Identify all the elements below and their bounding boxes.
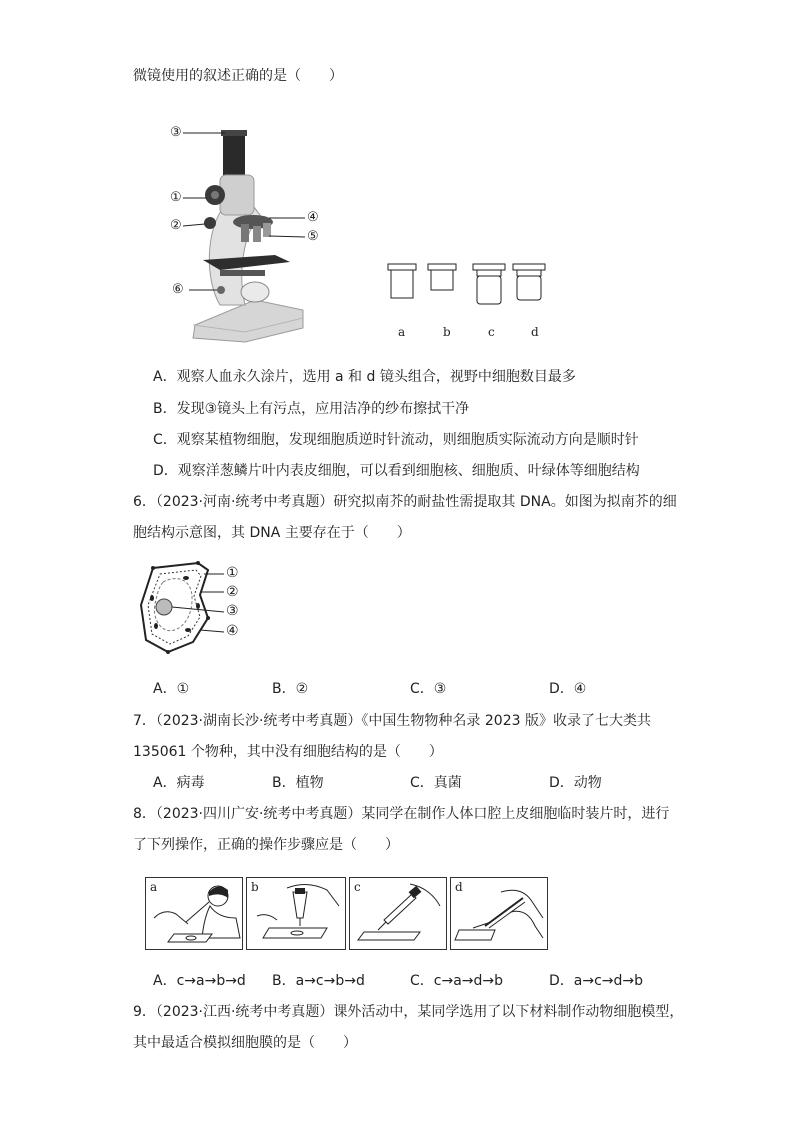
q7-option-d[interactable]: D．动物 (549, 775, 602, 791)
step-panel-b (246, 877, 346, 950)
q9-stem: 其中最适合模拟细胞膜的是（ ） (133, 1035, 357, 1051)
q5-option-a[interactable]: A．观察人血永久涂片，选用 a 和 d 镜头组合，视野中细胞数目最多 (153, 369, 576, 385)
microscope-label: ④ (307, 210, 319, 225)
q8-stem: 8．（2023·四川广安·统考中考真题）某同学在制作人体口腔上皮细胞临时装片时，进行 (133, 806, 670, 822)
cell-label: ② (226, 584, 239, 600)
q7-option-c[interactable]: C．真菌 (410, 775, 462, 791)
q5-option-d[interactable]: D．观察洋葱鳞片叶内表皮细胞，可以看到细胞核、细胞质、叶绿体等细胞结构 (153, 463, 640, 479)
lens-figure (385, 262, 555, 307)
q7-option-a[interactable]: A．病毒 (153, 775, 205, 791)
microscope-label: ② (170, 218, 182, 233)
cotton-swab-mouth-illustration (146, 878, 242, 948)
q7-stem: 7．（2023·湖南长沙·统考中考真题）《中国生物物种名录 2023 版》收录了七大类共 (133, 713, 651, 729)
step-panel-label: d (455, 880, 463, 894)
lens-label: a (398, 325, 406, 339)
q6-option-c[interactable]: C．③ (410, 681, 447, 697)
q9-stem: 9．（2023·江西·统考中考真题）课外活动中，某同学选用了以下材料制作动物细胞模型， (133, 1004, 684, 1020)
step-panel-c (349, 877, 447, 950)
dropper-slide-illustration (247, 878, 345, 948)
step-panel-label: b (251, 880, 259, 894)
cell-label: ④ (226, 623, 239, 639)
q6-stem: 6．（2023·河南·统考中考真题）研究拟南芥的耐盐性需提取其 DNA。如图为拟南芥的细 (133, 494, 677, 510)
lens-label: b (443, 325, 451, 339)
microscope-label: ⑥ (172, 282, 184, 297)
q8-option-c[interactable]: C．c→a→d→b (410, 973, 504, 989)
microscope-label: ③ (170, 125, 182, 140)
microscope-label: ⑤ (307, 229, 319, 244)
q6-option-d[interactable]: D．④ (549, 681, 587, 697)
q6-option-a[interactable]: A．① (153, 681, 190, 697)
q8-option-d[interactable]: D．a→c→d→b (549, 973, 644, 989)
q7-stem: 135061 个物种，其中没有细胞结构的是（ ） (133, 744, 443, 760)
step-panel-a (145, 877, 243, 950)
lens-label: d (531, 325, 539, 339)
q6-option-b[interactable]: B．② (272, 681, 309, 697)
q6-stem: 胞结构示意图，其 DNA 主要存在于（ ） (133, 525, 411, 541)
tweezers-coverslip-illustration (451, 878, 547, 948)
q5-option-b[interactable]: B．发现③镜头上有污点，应用洁净的纱布擦拭干净 (153, 401, 470, 417)
lens-label: c (488, 325, 495, 339)
q5-stem-tail: 微镜使用的叙述正确的是（ ） (133, 68, 343, 84)
q7-option-b[interactable]: B．植物 (272, 775, 324, 791)
microscope-label: ① (170, 190, 182, 205)
step-panel-d (450, 877, 548, 950)
cell-label: ① (226, 565, 239, 581)
q5-option-c[interactable]: C．观察某植物细胞，发现细胞质逆时针流动，则细胞质实际流动方向是顺时针 (153, 432, 639, 448)
cell-label: ③ (226, 603, 239, 619)
step-panel-label: a (150, 880, 158, 894)
q8-option-b[interactable]: B．a→c→b→d (272, 973, 365, 989)
dropper-illustration (350, 878, 446, 948)
q8-option-a[interactable]: A．c→a→b→d (153, 973, 246, 989)
q8-stem: 了下列操作，正确的操作步骤应是（ ） (133, 837, 399, 853)
step-panel-label: c (354, 880, 361, 894)
